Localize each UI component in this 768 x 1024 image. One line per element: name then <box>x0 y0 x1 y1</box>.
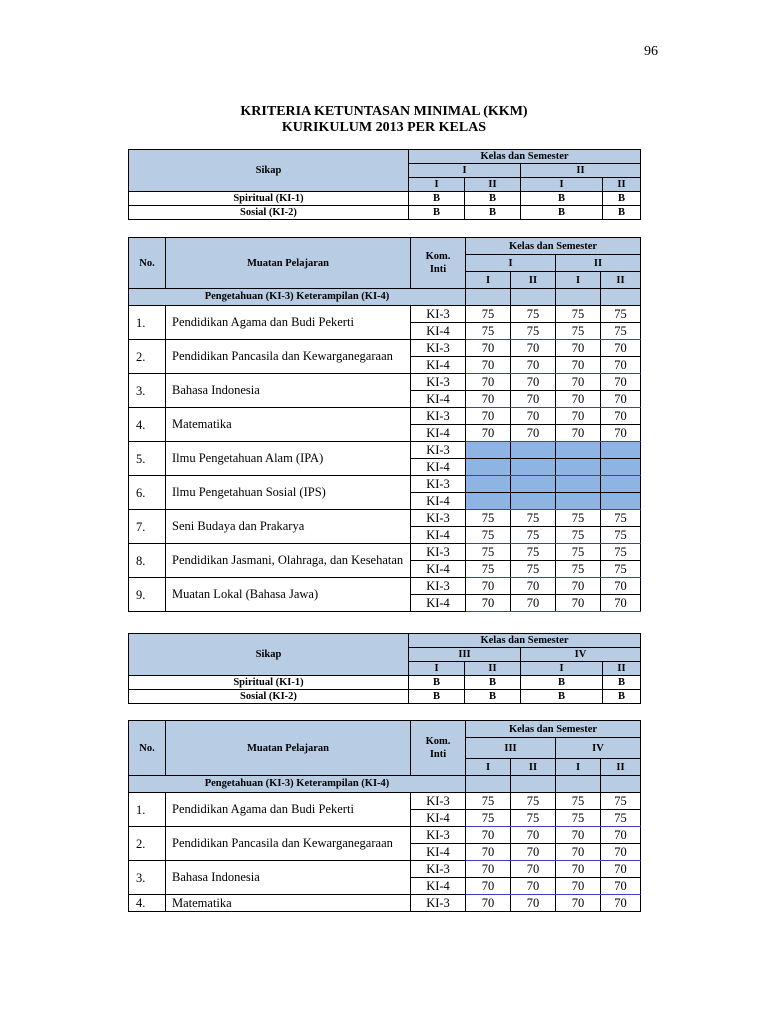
kompetensi-inti-label: KI-4 <box>411 844 466 861</box>
kkm-value <box>466 442 511 459</box>
table-row <box>129 793 641 810</box>
sikap-value: B <box>603 690 641 704</box>
kkm-value: 70 <box>466 357 511 374</box>
kkm-value: 70 <box>511 895 556 912</box>
kkm-value <box>511 476 556 493</box>
subject-number: 2. <box>129 340 166 374</box>
semester-header: I <box>409 178 465 192</box>
sikap-value: B <box>465 206 521 220</box>
table-row <box>129 374 641 391</box>
table-row <box>129 442 641 459</box>
kkm-value <box>601 476 641 493</box>
kkm-value: 70 <box>466 408 511 425</box>
sikap-header: Sikap <box>129 150 409 192</box>
grade-header: IV <box>521 648 641 662</box>
kkm-value: 75 <box>511 793 556 810</box>
kompetensi-inti-label: KI-3 <box>411 793 466 810</box>
kkm-value <box>466 459 511 476</box>
sikap-value: B <box>409 192 465 206</box>
section-label: Pengetahuan (KI-3) Keterampilan (KI-4) <box>129 289 466 306</box>
kkm-value: 70 <box>556 827 601 844</box>
kkm-value: 70 <box>466 895 511 912</box>
kompetensi-inti-label: KI-3 <box>411 510 466 527</box>
kkm-value: 70 <box>466 340 511 357</box>
semester-header: II <box>601 759 641 776</box>
subject-name: Matematika <box>166 895 411 912</box>
kkm-value: 75 <box>556 810 601 827</box>
subject-number: 2. <box>129 827 166 861</box>
kkm-value: 75 <box>511 306 556 323</box>
kkm-value <box>601 493 641 510</box>
grade-header: III <box>466 738 556 759</box>
semester-header: II <box>465 662 521 676</box>
kkm-value: 75 <box>601 510 641 527</box>
kompetensi-inti-label: KI-3 <box>411 827 466 844</box>
kkm-value: 70 <box>511 357 556 374</box>
kkm-value <box>556 459 601 476</box>
sikap-row <box>129 206 641 220</box>
kkm-value: 70 <box>601 340 641 357</box>
page-title <box>128 104 640 136</box>
sikap-value: B <box>521 690 603 704</box>
table-row <box>129 544 641 561</box>
table-row <box>129 510 641 527</box>
kkm-value <box>511 459 556 476</box>
subject-name: Pendidikan Pancasila dan Kewarganegaraan <box>166 340 411 374</box>
subject-name: Bahasa Indonesia <box>166 861 411 895</box>
kkm-value: 70 <box>556 895 601 912</box>
kkm-value: 70 <box>466 391 511 408</box>
semester-header: I <box>556 272 601 289</box>
kkm-value: 70 <box>556 425 601 442</box>
grade-header: II <box>521 164 641 178</box>
kompetensi-inti-label: KI-3 <box>411 578 466 595</box>
kkm-value: 75 <box>511 510 556 527</box>
kkm-value: 70 <box>601 425 641 442</box>
kkm-value: 70 <box>511 595 556 612</box>
kkm-value: 75 <box>601 544 641 561</box>
kkm-value <box>601 459 641 476</box>
kkm-value: 75 <box>601 323 641 340</box>
grade-header: II <box>556 255 641 272</box>
kkm-value: 70 <box>601 827 641 844</box>
kkm-value: 70 <box>556 340 601 357</box>
muatan-pelajaran-header: Muatan Pelajaran <box>166 721 411 776</box>
kkm-value: 70 <box>466 844 511 861</box>
kompetensi-inti-label: KI-4 <box>411 561 466 578</box>
kkm-value: 70 <box>511 861 556 878</box>
kkm-value: 75 <box>466 810 511 827</box>
kompetensi-inti-label: KI-3 <box>411 861 466 878</box>
sikap-value: B <box>465 690 521 704</box>
sikap-row-label: Spiritual (KI-1) <box>129 676 409 690</box>
table-row <box>129 827 641 844</box>
sikap-value: B <box>465 192 521 206</box>
subject-number: 1. <box>129 306 166 340</box>
sikap-value: B <box>521 192 603 206</box>
subject-name: Ilmu Pengetahuan Sosial (IPS) <box>166 476 411 510</box>
kkm-value: 70 <box>511 827 556 844</box>
kkm-value: 75 <box>556 793 601 810</box>
kompetensi-inti-label: KI-3 <box>411 340 466 357</box>
kompetensi-inti-label: KI-3 <box>411 306 466 323</box>
semester-header: II <box>603 662 641 676</box>
kkm-value <box>556 442 601 459</box>
kkm-value: 70 <box>556 861 601 878</box>
kkm-value: 70 <box>511 578 556 595</box>
kkm-value: 70 <box>556 357 601 374</box>
sikap-row <box>129 676 641 690</box>
kompetensi-inti-label: KI-3 <box>411 442 466 459</box>
kkm-value: 70 <box>556 391 601 408</box>
kkm-value <box>511 493 556 510</box>
kompetensi-inti-label: KI-3 <box>411 544 466 561</box>
semester-header: II <box>511 272 556 289</box>
kkm-value <box>511 442 556 459</box>
kompetensi-inti-label: KI-4 <box>411 878 466 895</box>
sikap-row <box>129 690 641 704</box>
kkm-value: 75 <box>511 527 556 544</box>
subject-name: Matematika <box>166 408 411 442</box>
subject-number: 6. <box>129 476 166 510</box>
semester-header: II <box>511 759 556 776</box>
kkm-value: 70 <box>511 844 556 861</box>
kkm-value: 75 <box>556 306 601 323</box>
kkm-value: 75 <box>601 793 641 810</box>
sikap-row-label: Spiritual (KI-1) <box>129 192 409 206</box>
kkm-value <box>556 476 601 493</box>
kkm-table-kelas-1-2 <box>128 237 641 612</box>
subject-name: Muatan Lokal (Bahasa Jawa) <box>166 578 411 612</box>
kkm-value: 70 <box>466 595 511 612</box>
kkm-value: 70 <box>511 374 556 391</box>
kkm-value <box>601 442 641 459</box>
kkm-value: 70 <box>601 357 641 374</box>
kkm-value: 70 <box>511 425 556 442</box>
kompetensi-inti-label: KI-3 <box>411 476 466 493</box>
kkm-value: 70 <box>556 844 601 861</box>
section-row <box>129 776 641 793</box>
kkm-table-kelas-3-4 <box>128 720 641 912</box>
kkm-value: 70 <box>466 374 511 391</box>
kompetensi-inti-label: KI-4 <box>411 527 466 544</box>
kkm-value: 75 <box>511 544 556 561</box>
muatan-pelajaran-header: Muatan Pelajaran <box>166 238 411 289</box>
sikap-row-label: Sosial (KI-2) <box>129 206 409 220</box>
subject-number: 8. <box>129 544 166 578</box>
kkm-value: 70 <box>601 895 641 912</box>
kkm-value: 70 <box>556 578 601 595</box>
kompetensi-inti-label: KI-4 <box>411 810 466 827</box>
kkm-value: 75 <box>601 810 641 827</box>
semester-header: I <box>556 759 601 776</box>
kkm-value: 70 <box>556 374 601 391</box>
kkm-value: 70 <box>466 578 511 595</box>
subject-name: Bahasa Indonesia <box>166 374 411 408</box>
kkm-value: 75 <box>556 527 601 544</box>
sikap-row-label: Sosial (KI-2) <box>129 690 409 704</box>
subject-number: 3. <box>129 374 166 408</box>
kom-inti-header: Kom. Inti <box>411 721 466 776</box>
semester-header: II <box>603 178 641 192</box>
subject-number: 5. <box>129 442 166 476</box>
kkm-value: 70 <box>556 878 601 895</box>
kkm-value: 70 <box>511 391 556 408</box>
kelas-semester-header: Kelas dan Semester <box>466 721 641 738</box>
kkm-value: 75 <box>556 323 601 340</box>
kkm-value <box>466 476 511 493</box>
kompetensi-inti-label: KI-3 <box>411 408 466 425</box>
table-row <box>129 306 641 323</box>
kompetensi-inti-label: KI-4 <box>411 323 466 340</box>
sikap-value: B <box>521 676 603 690</box>
semester-header: II <box>601 272 641 289</box>
grade-header: I <box>409 164 521 178</box>
kkm-value: 70 <box>601 844 641 861</box>
sikap-value: B <box>603 192 641 206</box>
kkm-value: 70 <box>601 861 641 878</box>
semester-header: I <box>521 178 603 192</box>
kkm-value: 70 <box>601 391 641 408</box>
subject-number: 1. <box>129 793 166 827</box>
kkm-value <box>556 493 601 510</box>
kkm-value: 75 <box>601 561 641 578</box>
kkm-value: 75 <box>466 793 511 810</box>
sikap-value: B <box>603 206 641 220</box>
grade-header: IV <box>556 738 641 759</box>
kelas-semester-header: Kelas dan Semester <box>409 150 641 164</box>
kkm-value: 70 <box>556 595 601 612</box>
semester-header: I <box>466 272 511 289</box>
semester-header: I <box>409 662 465 676</box>
table-row <box>129 861 641 878</box>
kkm-value: 75 <box>466 561 511 578</box>
sikap-value: B <box>465 676 521 690</box>
subject-name: Pendidikan Jasmani, Olahraga, dan Kesehatan <box>166 544 411 578</box>
sikap-table-kelas-1-2 <box>128 149 641 220</box>
kompetensi-inti-label: KI-3 <box>411 374 466 391</box>
sikap-value: B <box>603 676 641 690</box>
kompetensi-inti-label: KI-4 <box>411 391 466 408</box>
title-line-1: KRITERIA KETUNTASAN MINIMAL (KKM) <box>240 104 528 119</box>
subject-number: 3. <box>129 861 166 895</box>
sikap-header: Sikap <box>129 634 409 676</box>
kkm-value: 70 <box>511 878 556 895</box>
table-row <box>129 340 641 357</box>
kom-inti-header: Kom. Inti <box>411 238 466 289</box>
kkm-value: 75 <box>466 527 511 544</box>
table-row <box>129 408 641 425</box>
grade-header: III <box>409 648 521 662</box>
kkm-value: 75 <box>511 323 556 340</box>
sikap-row <box>129 192 641 206</box>
table-row <box>129 578 641 595</box>
semester-header: II <box>465 178 521 192</box>
sikap-value: B <box>409 676 465 690</box>
kkm-value: 75 <box>556 561 601 578</box>
subject-name: Ilmu Pengetahuan Alam (IPA) <box>166 442 411 476</box>
kompetensi-inti-label: KI-4 <box>411 357 466 374</box>
page-number: 96 <box>644 44 658 59</box>
no-header: No. <box>129 238 166 289</box>
semester-header: I <box>466 759 511 776</box>
kkm-value: 70 <box>601 578 641 595</box>
kkm-value: 70 <box>466 425 511 442</box>
sikap-value: B <box>409 206 465 220</box>
title-line-2: KURIKULUM 2013 PER KELAS <box>281 120 487 135</box>
kkm-value: 70 <box>601 408 641 425</box>
section-row <box>129 289 641 306</box>
kkm-value: 75 <box>601 306 641 323</box>
kkm-value: 75 <box>556 544 601 561</box>
table-row <box>129 895 641 912</box>
kkm-value: 70 <box>466 861 511 878</box>
kelas-semester-header: Kelas dan Semester <box>409 634 641 648</box>
kkm-value: 75 <box>466 323 511 340</box>
kkm-value: 70 <box>511 340 556 357</box>
subject-number: 4. <box>129 408 166 442</box>
subject-name: Pendidikan Pancasila dan Kewarganegaraan <box>166 827 411 861</box>
kkm-value: 75 <box>466 544 511 561</box>
kkm-value: 75 <box>511 561 556 578</box>
kompetensi-inti-label: KI-4 <box>411 595 466 612</box>
section-label: Pengetahuan (KI-3) Keterampilan (KI-4) <box>129 776 466 793</box>
kkm-value: 70 <box>601 374 641 391</box>
subject-name: Seni Budaya dan Prakarya <box>166 510 411 544</box>
subject-number: 4. <box>129 895 166 912</box>
kompetensi-inti-label: KI-4 <box>411 459 466 476</box>
sikap-value: B <box>521 206 603 220</box>
kkm-value: 75 <box>601 527 641 544</box>
kkm-value: 75 <box>511 810 556 827</box>
subject-name: Pendidikan Agama dan Budi Pekerti <box>166 306 411 340</box>
grade-header: I <box>466 255 556 272</box>
kelas-semester-header: Kelas dan Semester <box>466 238 641 255</box>
kkm-value: 70 <box>511 408 556 425</box>
kkm-value: 70 <box>466 878 511 895</box>
no-header: No. <box>129 721 166 776</box>
kkm-value: 75 <box>556 510 601 527</box>
sikap-table-kelas-3-4 <box>128 633 641 704</box>
kkm-value <box>466 493 511 510</box>
kkm-value: 75 <box>466 510 511 527</box>
kompetensi-inti-label: KI-3 <box>411 895 466 912</box>
subject-name: Pendidikan Agama dan Budi Pekerti <box>166 793 411 827</box>
kkm-value: 70 <box>556 408 601 425</box>
kkm-value: 70 <box>466 827 511 844</box>
table-row <box>129 476 641 493</box>
semester-header: I <box>521 662 603 676</box>
subject-number: 9. <box>129 578 166 612</box>
kkm-value: 70 <box>601 595 641 612</box>
kompetensi-inti-label: KI-4 <box>411 493 466 510</box>
kkm-value: 70 <box>601 878 641 895</box>
kkm-value: 75 <box>466 306 511 323</box>
sikap-value: B <box>409 690 465 704</box>
kompetensi-inti-label: KI-4 <box>411 425 466 442</box>
subject-number: 7. <box>129 510 166 544</box>
